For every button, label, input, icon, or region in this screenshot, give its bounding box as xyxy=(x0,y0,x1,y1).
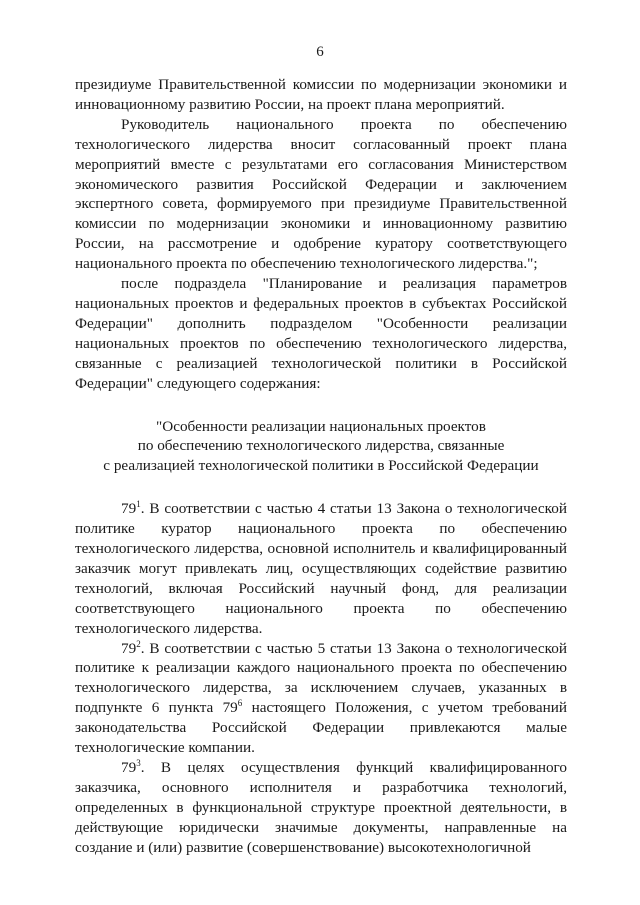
page-number: 6 xyxy=(316,44,324,60)
clause-number: 79 xyxy=(121,500,137,518)
clause-superscript: 3 xyxy=(136,757,141,768)
section-heading-line: с реализацией технологической политики в Российской Федерации xyxy=(103,457,539,475)
clause-79-2 xyxy=(75,639,567,758)
section-heading-line: "Особенности реализации национальных проектов xyxy=(156,417,486,435)
clause-number: 79 xyxy=(121,759,137,776)
clause-reference-superscript: 6 xyxy=(237,698,243,709)
paragraph: президиуме Правительственной комиссии по модернизации экономики и инновационному развитию России, на проект плана мероприятий. xyxy=(75,76,567,113)
section-heading xyxy=(75,417,567,477)
section-heading-line: по обеспечению технологического лидерства, связанные xyxy=(137,437,505,455)
document-body xyxy=(75,75,567,858)
clause-superscript: 2 xyxy=(136,638,141,649)
clause-text: . В целях осуществления функций квалифицированного заказчика, основного исполнителя и разработчика технологий, определенных в функциональной структуре проектной деятельности, в действующие юридически значимые документы, направленные на создание и (или) развитие (совершенствование) высокотехнологичной xyxy=(75,759,567,856)
paragraph: Руководитель национального проекта по обеспечению технологического лидерства вносит согласованный проект плана мероприятий вместе с результатами его согласования Министерством экономического развития Российской Федерации и заключением экспертного совета, формируемого при президиуме Правительственной комиссии по модернизации экономики и инновационному развитию России, на рассмотрение и одобрение куратору соответствующего национального проекта по обеспечению технологического лидерства."; xyxy=(75,115,567,273)
clause-79-3 xyxy=(75,758,567,858)
clause-number: 79 xyxy=(121,639,137,657)
clause-79-1 xyxy=(75,499,567,638)
clause-superscript: 1 xyxy=(136,499,141,510)
clause-text: . В соответствии с частью 4 статьи 13 Закона о технологической политике куратор национального проекта по обеспечению технологического лидерства, основной исполнитель и квалифицированный заказчик могут привлекать лиц, осуществляющих содействие развитию технологий, включая Российский научный фонд, для реализации соответствующего национального проекта по обеспечению технологического лидерства. xyxy=(75,500,567,637)
clause-text: . В соответствии с частью 5 статьи 13 Закона о технологической политике к реализации каждого национального проекта по обеспечению технологического лидерства, за исключением случаев, указанных в подпункте 6 пункта 79 xyxy=(75,639,567,717)
paragraph: после подраздела "Планирование и реализация параметров национальных проектов и федеральных проектов в субъектах Российской Федерации" дополнить подразделом "Особенности реализации национальных проектов по обеспечению технологического лидерства, связанные с реализацией технологической политики в Российской Федерации" следующего содержания: xyxy=(75,275,567,392)
clause-text: настоящего Положения, с учетом требований законодательства Российской Федерации привлекаются малые технологические компании. xyxy=(75,699,567,757)
